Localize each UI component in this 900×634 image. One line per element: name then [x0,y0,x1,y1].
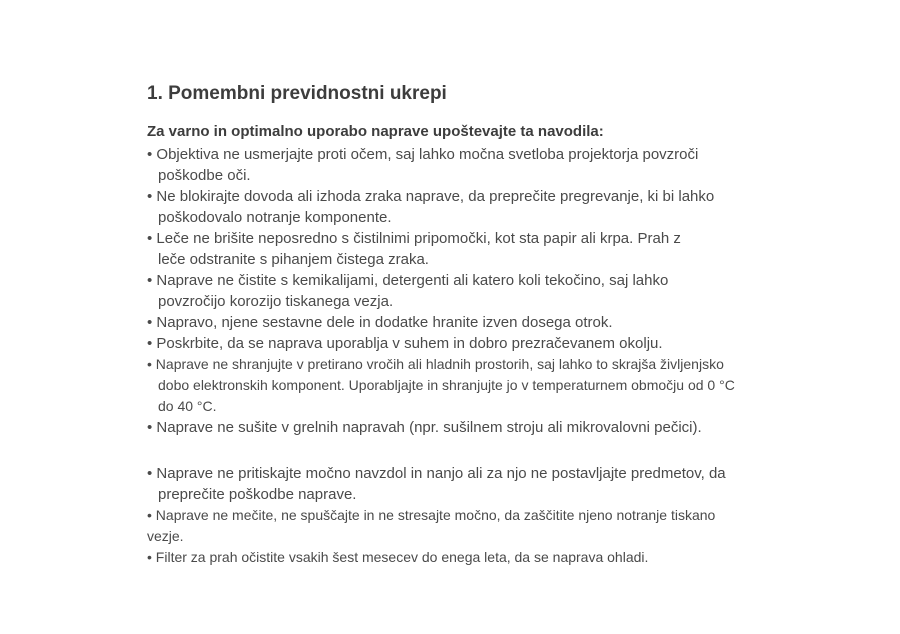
intro-text: Za varno in optimalno uporabo naprave upoštevajte ta navodila: [147,123,604,140]
list-item: • Objektiva ne usmerjajte proti očem, saj lahko močna svetloba projektorja povzroči poškodbe oči. [147,146,699,184]
paragraph-gap [147,438,867,463]
list-item: • Ne blokirajte dovoda ali izhoda zraka naprave, da preprečite pregrevanje, ki bi lahko poškodovalo notranje komponente. [147,188,715,226]
list-item: • Leče ne brišite neposredno s čistilnimi pripomočki, kot sta papir ali krpa. Prah z leče odstranite s pihanjem čistega zraka. [147,230,681,268]
list-item: • Poskrbite, da se naprava uporablja v suhem in dobro prezračevanem okolju. [147,335,663,352]
list-item: • Naprave ne pritiskajte močno navzdol in nanjo ali za njo ne postavljajte predmetov, da preprečite poškodbe naprave. [147,465,726,503]
precaution-list-secondary [147,463,867,568]
page-title: 1. Pomembni previdnostni ukrepi [147,83,447,104]
list-item: • Napravo, njene sestavne dele in dodatke hranite izven dosega otrok. [147,314,613,331]
list-item: • Naprave ne čistite s kemikalijami, detergenti ali katero koli tekočino, saj lahko povzročijo korozijo tiskanega vezja. [147,272,669,310]
list-item: • Filter za prah očistite vsakih šest mesecev do enega leta, da se naprava ohladi. [147,549,649,565]
list-item: • Naprave ne sušite v grelnih napravah (npr. sušilnem stroju ali mikrovalovni pečici). [147,419,702,436]
list-item: • Naprave ne mečite, ne spuščajte in ne stresajte močno, da zaščitite njeno notranje tiskano vezje. [147,507,716,544]
list-item: • Naprave ne shranjujte v pretirano vročih ali hladnih prostorih, saj lahko to skrajša življenjsko dobo elektronskih komponent. Uporabljajte in shranjujte jo v temperaturnem območju od 0 °C do 40 °C. [147,356,735,414]
document-content [147,82,867,568]
precaution-list-primary [147,144,867,438]
